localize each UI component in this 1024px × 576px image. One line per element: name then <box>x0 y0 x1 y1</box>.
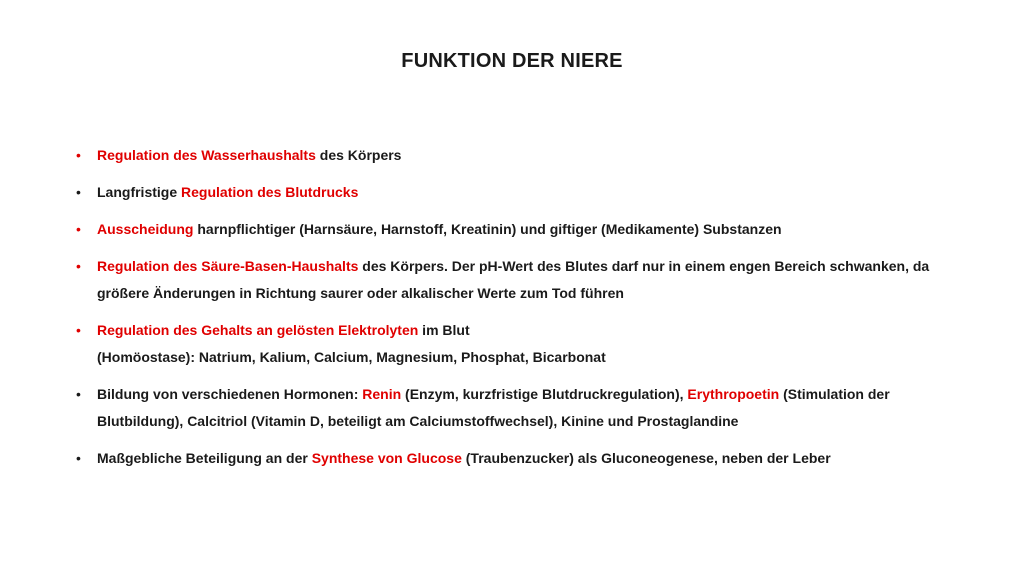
highlighted-text: Renin <box>362 386 402 402</box>
bullet-dot-icon: • <box>76 450 81 466</box>
highlighted-text: Ausscheidung <box>97 221 194 237</box>
bullet-dot-icon: • <box>76 184 81 200</box>
bullet-dot-icon: • <box>76 322 81 338</box>
bullet-text: des Körpers <box>315 147 402 163</box>
bullet-text: harnpflichtiger (Harnsäure, Harnstoff, Kreatinin) und giftiger (Medikamente) Substanzen <box>193 221 782 237</box>
bullet-item <box>76 216 956 243</box>
bullet-dot-icon: • <box>76 386 81 402</box>
bullet-item <box>76 142 956 169</box>
bullet-item <box>76 381 956 435</box>
bullet-dot-icon: • <box>76 147 81 163</box>
bullet-text: (Enzym, kurzfristige Blutdruckregulation), <box>401 386 688 402</box>
bullet-list <box>76 142 956 482</box>
bullet-item <box>76 179 956 206</box>
page-title: FUNKTION DER NIERE <box>401 50 623 72</box>
highlighted-text: Regulation des Säure-Basen-Haushalts <box>97 258 359 274</box>
bullet-text: (Stimulation der Blutbildung), Calcitriol (Vitamin D, beteiligt am Calciumstoffwechsel), Kinine und Prostaglandine <box>97 386 890 429</box>
bullet-item <box>76 253 956 307</box>
highlighted-text: Regulation des Wasserhaushalts <box>97 147 316 163</box>
bullet-text: (Homöostase): Natrium, Kalium, Calcium, Magnesium, Phosphat, Bicarbonat <box>97 349 606 365</box>
highlighted-text: Regulation des Gehalts an gelösten Elektrolyten <box>97 322 419 338</box>
bullet-text: des Körpers. Der pH-Wert des Blutes darf nur in einem engen Bereich schwanken, da größere Änderungen in Richtung saurer oder alkalischer Werte zum Tod führen <box>97 258 930 301</box>
highlighted-text: Regulation des Blutdrucks <box>181 184 359 200</box>
bullet-item <box>76 317 956 371</box>
bullet-dot-icon: • <box>76 258 81 274</box>
bullet-text: Maßgebliche Beteiligung an der <box>97 450 312 466</box>
highlighted-text: Synthese von Glucose <box>311 450 462 466</box>
bullet-item <box>76 445 956 472</box>
highlighted-text: Erythropoetin <box>687 386 780 402</box>
bullet-text: Langfristige <box>97 184 182 200</box>
bullet-text: Bildung von verschiedenen Hormonen: <box>97 386 363 402</box>
bullet-text: (Traubenzucker) als Gluconeogenese, neben der Leber <box>461 450 831 466</box>
bullet-dot-icon: • <box>76 221 81 237</box>
bullet-text: im Blut <box>418 322 470 338</box>
